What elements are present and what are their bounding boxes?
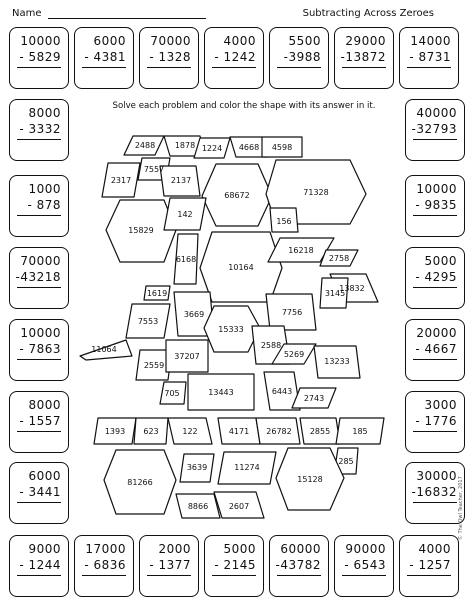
answer-label: 4668 <box>238 143 260 152</box>
answer-label: 11274 <box>234 463 260 472</box>
subtrahend: - 1244 <box>19 558 61 572</box>
answer-label: 1393 <box>104 427 126 436</box>
minuend: 70000 <box>150 34 191 48</box>
subtrahend: - 2145 <box>214 558 256 572</box>
subtrahend: - 1257 <box>409 558 451 572</box>
answer-label: 81266 <box>127 478 153 487</box>
answer-label: 7557 <box>143 165 165 174</box>
answer-label: 37207 <box>174 352 200 361</box>
answer-label: 15829 <box>128 226 154 235</box>
answer-label: 705 <box>164 389 180 398</box>
answer-label: 26782 <box>266 427 292 436</box>
subtrahend: - 4295 <box>415 270 457 284</box>
subtrahend: - 1557 <box>19 414 61 428</box>
answer-label: 122 <box>182 427 198 436</box>
minuend: 5500 <box>288 34 321 48</box>
answer-label: 2607 <box>228 502 250 511</box>
subtrahend: - 5829 <box>19 50 61 64</box>
answer-label: 2758 <box>328 254 350 263</box>
minuend: 5000 <box>223 542 256 556</box>
answer-label: 5269 <box>283 350 305 359</box>
answer-label: 11064 <box>91 345 117 354</box>
answer-label: 3669 <box>183 310 205 319</box>
answer-label: 68672 <box>224 191 250 200</box>
answer-label: 623 <box>143 427 159 436</box>
answer-label: 2559 <box>143 361 165 370</box>
minuend: 20000 <box>416 326 457 340</box>
worksheet-title: Subtracting Across Zeroes <box>302 8 434 19</box>
answer-label: 142 <box>177 210 193 219</box>
answer-label: 185 <box>352 427 368 436</box>
answer-label: 4598 <box>271 143 293 152</box>
answer-label: 7553 <box>137 317 159 326</box>
subtrahend: -43782 <box>275 558 321 572</box>
minuend: 9000 <box>28 542 61 556</box>
minuend: 90000 <box>345 542 386 556</box>
subtrahend: -13872 <box>340 50 386 64</box>
subtrahend: - 1242 <box>214 50 256 64</box>
subtrahend: - 1377 <box>149 558 191 572</box>
minuend: 1000 <box>28 182 61 196</box>
subtrahend: - 3332 <box>19 122 61 136</box>
answer-label: 2743 <box>303 394 325 403</box>
subtrahend: - 3441 <box>19 485 61 499</box>
subtrahend: - 8731 <box>409 50 451 64</box>
minuend: 6000 <box>28 469 61 483</box>
minuend: 14000 <box>410 34 451 48</box>
subtrahend: - 6543 <box>344 558 386 572</box>
answer-label: 1878 <box>174 141 196 150</box>
minuend: 8000 <box>28 398 61 412</box>
subtrahend: - 6836 <box>84 558 126 572</box>
answer-label: 285 <box>338 457 354 466</box>
answer-label: 2855 <box>309 427 331 436</box>
minuend: 70000 <box>20 254 61 268</box>
answer-label: 4171 <box>228 427 250 436</box>
subtrahend: -32793 <box>411 122 457 136</box>
answer-label: 71328 <box>303 188 329 197</box>
subtrahend: - 1328 <box>149 50 191 64</box>
subtrahend: -43218 <box>15 270 61 284</box>
subtrahend: -16832 <box>411 485 457 499</box>
answer-label: 2317 <box>110 176 132 185</box>
subtrahend: - 4667 <box>415 342 457 356</box>
answer-label: 15128 <box>297 475 323 484</box>
minuend: 2000 <box>158 542 191 556</box>
minuend: 40000 <box>416 106 457 120</box>
minuend: 5000 <box>424 254 457 268</box>
answer-label: 13832 <box>339 284 365 293</box>
answer-label: 2488 <box>134 141 156 150</box>
minuend: 17000 <box>85 542 126 556</box>
subtrahend: - 7863 <box>19 342 61 356</box>
minuend: 4000 <box>418 542 451 556</box>
subtrahend: - 9835 <box>415 198 457 212</box>
subtrahend: - 1776 <box>415 414 457 428</box>
name-label: Name <box>12 8 42 19</box>
minuend: 10000 <box>20 326 61 340</box>
minuend: 3000 <box>424 398 457 412</box>
answer-label: 3145 <box>324 289 346 298</box>
answer-label: 10164 <box>228 263 254 272</box>
minuend: 30000 <box>416 469 457 483</box>
answer-label: 3639 <box>186 463 208 472</box>
answer-label: 15333 <box>218 325 244 334</box>
minuend: 60000 <box>280 542 321 556</box>
answer-label: 156 <box>276 217 292 226</box>
minuend: 10000 <box>416 182 457 196</box>
answer-label: 1619 <box>146 289 168 298</box>
answer-label: 2588 <box>260 341 282 350</box>
answer-label: 1224 <box>201 144 223 153</box>
minuend: 29000 <box>345 34 386 48</box>
answer-label: 8866 <box>187 502 209 511</box>
answer-label: 6443 <box>271 387 293 396</box>
answer-label: 2137 <box>170 176 192 185</box>
copyright-note: © The Owl Teacher, 2017 <box>458 476 464 540</box>
answer-label: 13443 <box>208 388 234 397</box>
subtrahend: - 4381 <box>84 50 126 64</box>
minuend: 4000 <box>223 34 256 48</box>
minuend: 8000 <box>28 106 61 120</box>
subtrahend: - 878 <box>27 198 61 212</box>
instructions: Solve each problem and color the shape with its answer in it. <box>112 101 376 111</box>
minuend: 10000 <box>20 34 61 48</box>
answer-label: 6168 <box>175 255 197 264</box>
answer-label: 16218 <box>288 246 314 255</box>
subtrahend: -3988 <box>283 50 321 64</box>
answer-label: 7756 <box>281 308 303 317</box>
minuend: 6000 <box>93 34 126 48</box>
answer-label: 13233 <box>324 357 350 366</box>
